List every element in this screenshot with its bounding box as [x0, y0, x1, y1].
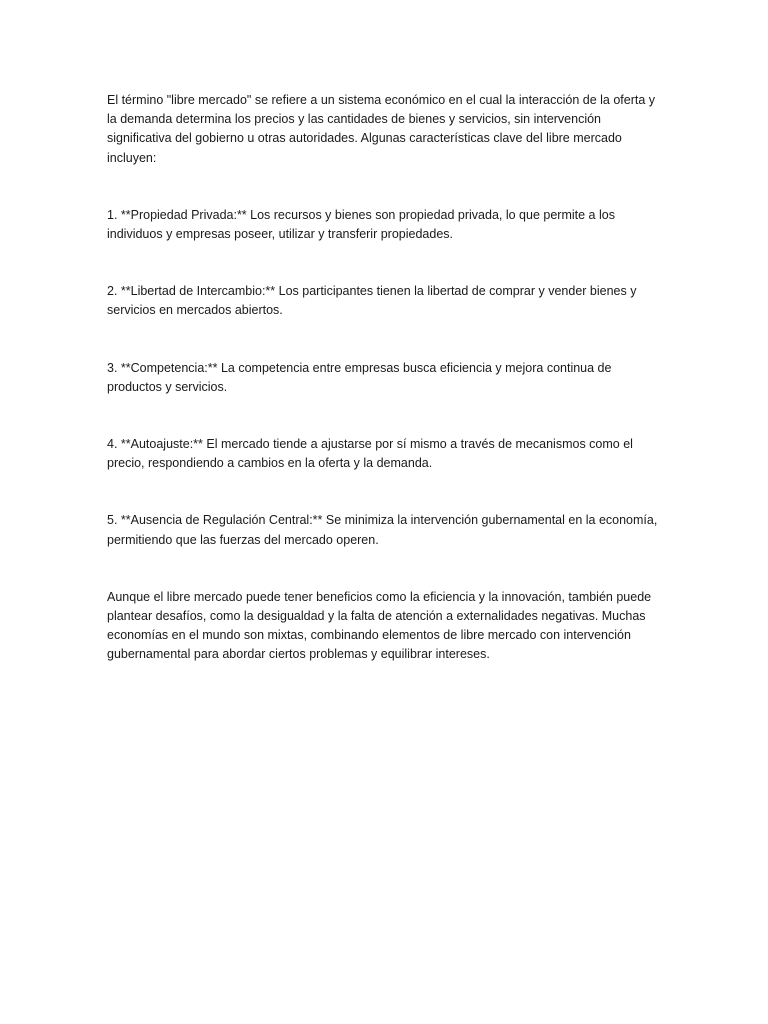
- intro-paragraph: El término "libre mercado" se refiere a un sistema económico en el cual la interacción de la oferta y la demanda determina los precios y las cantidades de bienes y servicios, sin intervención significativa del gobierno u otras autoridades. Algunas características clave del libre mercado incluyen:: [107, 93, 656, 165]
- list-item-autoajuste: 4. **Autoajuste:** El mercado tiende a ajustarse por sí mismo a través de mecanismos como el precio, respondiendo a cambios en la oferta y la demanda.: [107, 437, 633, 471]
- list-item-competencia: 3. **Competencia:** La competencia entre empresas busca eficiencia y mejora continua de productos y servicios.: [107, 360, 612, 394]
- list-item-propiedad-privada: 1. **Propiedad Privada:** Los recursos y bienes son propiedad privada, lo que permite a los individuos y empresas poseer, utilizar y transferir propiedades.: [107, 207, 615, 242]
- conclusion-paragraph: Aunque el libre mercado puede tener beneficios como la eficiencia y la innovación, también puede plantear desafíos, como la desigualdad y la falta de atención a externalidades negativas. Muchas economías en el mundo son mixtas, combinando elementos de libre mercado con intervención gubernamental para abordar ciertos problemas y equilibrar intereses.: [107, 589, 652, 662]
- list-item-ausencia-regulacion: 5. **Ausencia de Regulación Central:** Se minimiza la intervención gubernamental en la economía, permitiendo que las fuerzas del mercado operen.: [107, 513, 658, 547]
- list-item-libertad-intercambio: 2. **Libertad de Intercambio:** Los participantes tienen la libertad de comprar y vender bienes y servicios en mercados abiertos.: [107, 284, 637, 318]
- document-body: [107, 91, 667, 665]
